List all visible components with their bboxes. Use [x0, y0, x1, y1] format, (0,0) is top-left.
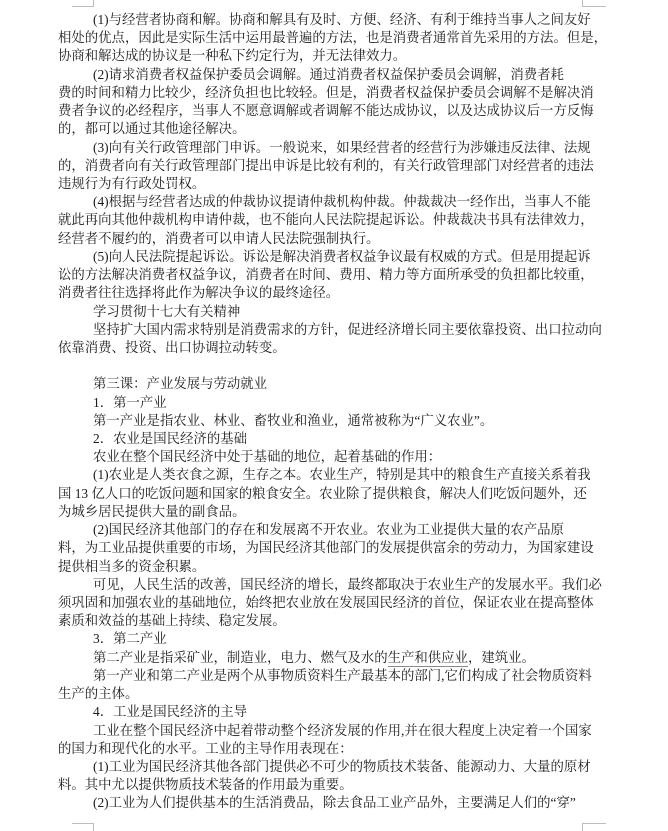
text-line: 坚持扩大国内需求特别是消费需求的方针，促进经济增长同主要依靠投资、出口拉动向: [93, 321, 602, 337]
text-line: 工业在整个国民经济中起着带动整个经济发展的作用,并在很大程度上决定着一个国家: [93, 722, 592, 738]
text-line: 国 13 亿人口的吃饭问题和国家的粮食安全。农业除了提供粮食，解决人们吃饭问题外，还: [58, 485, 587, 501]
text-line: 素质和效益的基础上持续、稳定发展。: [58, 613, 286, 629]
text-line: (5)向人民法院提起诉讼。诉讼是解决消费者权益争议最有权威的方式。但是用提起诉: [93, 248, 591, 264]
text-line: 料，为工业品提供重要的市场，为国民经济其他部门的发展提供富余的劳动力，为国家建设: [58, 540, 594, 556]
text-line: 生产的主体。: [58, 686, 139, 702]
text-line: 讼的方法解决消费者权益争议，消费者在时间、费用、精力等方面所承受的负担都比较重，: [58, 267, 594, 283]
text-line: 消费者往往选择将此作为解决争议的最终途径。: [58, 285, 340, 301]
text-line: 1．第一产业: [93, 394, 167, 410]
text-line: (3)向有关行政管理部门申诉。一般说来，如果经营者的经营行为涉嫌违反法律、法规: [93, 139, 591, 155]
text-line: 的国力和现代化的水平。工业的主导作用表现在：: [58, 740, 353, 756]
text-line: 费者争议的必经程序，当事人不愿意调解或者调解不能达成协议，以及达成协议后一方反悔: [58, 103, 594, 119]
text-line: 可见，人民生活的改善，国民经济的增长，最终都取决于农业生产的发展水平。我们必: [93, 576, 602, 592]
text-line: 第一产业和第二产业是两个从事物质资料生产最基本的部门,它们构成了社会物质资料: [93, 667, 592, 683]
text-line: (1)工业为国民经济其他各部门提供必不可少的物质技术装备、能源动力、大量的原材: [93, 758, 591, 774]
underlined-text: 生产和供应业: [387, 649, 468, 665]
text-line: 相处的优点，因此是实际生活中运用最普遍的方法，也是消费者通常首先采用的方法。但是，: [58, 30, 608, 46]
text-line: 学习贯彻十七大有关精神: [93, 303, 241, 319]
text-line: 的，消费者向有关行政管理部门提出申诉是比较有利的，有关行政管理部门对经营者的违法: [58, 157, 594, 173]
text-line: 协商和解达成的协议是一种私下约定行为，并无法律效力。: [58, 48, 407, 64]
text-line: [58, 357, 618, 375]
text-line: 农业在整个国民经济中处于基础的地位，起着基础的作用：: [93, 449, 442, 465]
text-line: 3．第二产业: [93, 631, 167, 647]
text-line: (2)请求消费者权益保护委员会调解。通过消费者权益保护委员会调解，消费者耗: [93, 66, 564, 82]
text-line: 须巩固和加强农业的基础地位，始终把农业放在发展国民经济的首位，保证农业在提高整体: [58, 595, 594, 610]
text-line: 为城乡居民提供大量的副食品。: [58, 503, 246, 519]
text-line: 的，都可以通过其他途径解决。: [58, 121, 246, 137]
text-boundary-mark-top-left: [72, 0, 94, 7]
text-line: (1)农业是人类衣食之源，生存之本。农业生产，特别是其中的粮食生产直接关系着我: [93, 467, 591, 483]
text-line: 费的时间和精力比较少，经济负担也比较轻。但是，消费者权益保护委员会调解不是解决消: [58, 84, 594, 100]
text-line: [58, 649, 618, 667]
text-line: (2)国民经济其他部门的存在和发展离不开农业。农业为工业提供大量的农产品原: [93, 522, 564, 538]
text-line: 2．农业是国民经济的基础: [93, 431, 247, 447]
text-line: 料。其中尤以提供物质技术装备的作用最为重要。: [58, 777, 353, 793]
text-body: [58, 11, 618, 813]
text-line: 违规行为有行政处罚权。: [58, 175, 206, 191]
text-line: 4．工业是国民经济的主导: [93, 704, 247, 720]
text-line: 提供相当多的资金积累。: [58, 558, 206, 574]
text-line: 第一产业是指农业、林业、畜牧业和渔业，通常被称为“广义农业”。: [93, 412, 494, 428]
text-line: 经营者不履约的，消费者可以申请人民法院强制执行。: [58, 230, 380, 246]
text-line: 就此再向其他仲裁机构申请仲裁，也不能向人民法院提起诉讼。仲裁裁决书具有法律效力，: [58, 212, 594, 228]
text-line: (2)工业为人们提供基本的生活消费品，除去食品工业产品外，主要满足人们的“穿”: [93, 795, 576, 811]
text-line: 第三课：产业发展与劳动就业: [93, 376, 268, 392]
text-segment: 第二产业是指采矿业，制造业，电力、燃气及水的: [93, 649, 388, 665]
text-line: (4)根据与经营者达成的仲裁协议提请仲裁机构仲裁。仲裁裁决一经作出，当事人不能: [93, 194, 591, 210]
text-line: (1)与经营者协商和解。协商和解具有及时、方便、经济、有利于维持当事人之间友好: [93, 12, 591, 27]
text-boundary-mark-bottom-right: [582, 823, 606, 831]
text-line: 依靠消费、投资、出口协调拉动转变。: [58, 339, 286, 355]
text-segment: ，建筑业。: [467, 649, 535, 665]
text-boundary-mark-top-right: [582, 0, 606, 7]
text-boundary-mark-bottom-left: [72, 823, 94, 831]
